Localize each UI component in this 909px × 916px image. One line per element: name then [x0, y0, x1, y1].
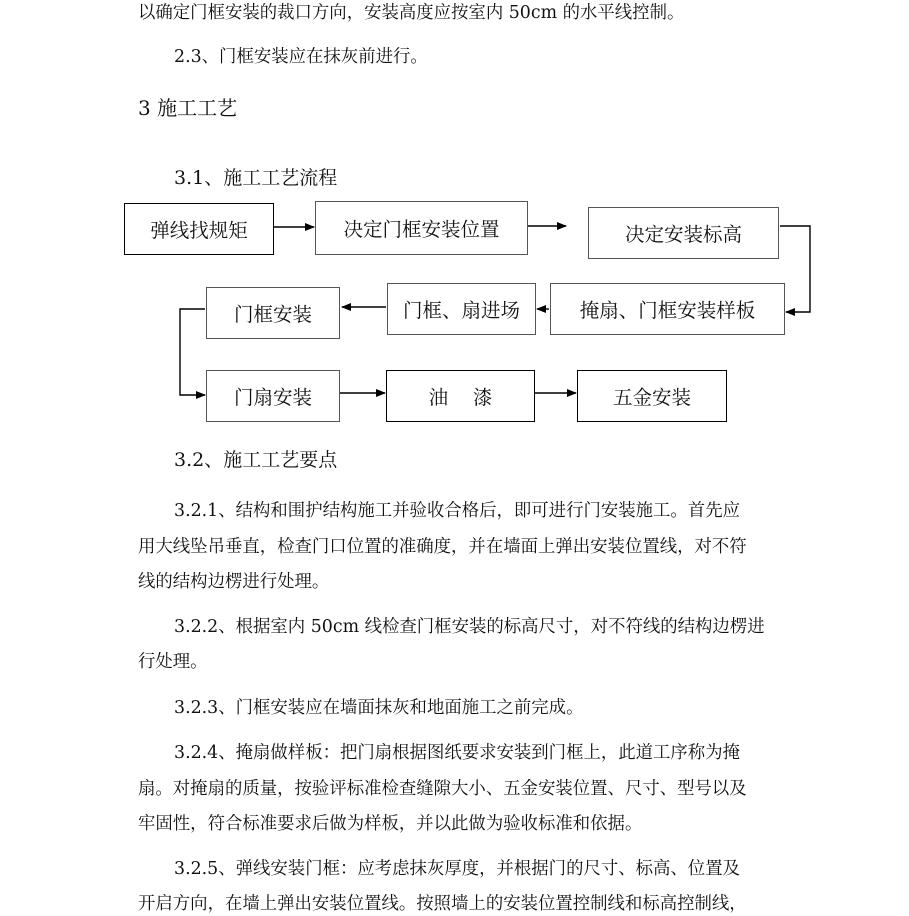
- paragraph-3-2-4-line-2: 扇。对掩扇的质量，按验评标准检查缝隙大小、五金安装位置、尺寸、型号以及: [138, 779, 747, 799]
- paragraph-3-2-2-line-2: 行处理。: [138, 652, 208, 672]
- flow-step-1: 弹线找规矩: [124, 203, 274, 255]
- paragraph-3-2-2-line-1: 3.2.2、根据室内 50cm 线检查门框安装的标高尺寸，对不符线的结构边楞进: [174, 617, 765, 637]
- paragraph-line: 以确定门框安装的裁口方向，安装高度应按室内 50cm 的水平线控制。: [138, 3, 685, 23]
- subsection-heading-3-2: 3.2、施工工艺要点: [174, 449, 338, 471]
- paragraph-3-2-4-line-1: 3.2.4、掩扇做样板：把门扇根据图纸要求安装到门框上，此道工序称为掩: [174, 743, 740, 763]
- flow-step-6: 门框安装: [206, 287, 340, 339]
- section-heading-3: 3 施工工艺: [138, 96, 238, 120]
- paragraph-3-2-3: 3.2.3、门框安装应在墙面抹灰和地面施工之前完成。: [174, 698, 584, 718]
- flow-step-7: 门扇安装: [206, 370, 340, 422]
- paragraph-3-2-1-line-1: 3.2.1、结构和围护结构施工并验收合格后，即可进行门安装施工。首先应: [174, 501, 740, 521]
- flow-step-2: 决定门框安装位置: [315, 201, 528, 255]
- flow-step-9: 五金安装: [577, 370, 727, 422]
- paragraph-3-2-1-line-2: 用大线坠吊垂直，检查门口位置的准确度，并在墙面上弹出安装位置线，对不符: [138, 537, 747, 557]
- paragraph-3-2-4-line-3: 牢固性，符合标准要求后做为样板，并以此做为验收标准和依据。: [138, 814, 643, 834]
- flow-step-4: 掩扇、门框安装样板: [550, 283, 785, 335]
- flow-step-5: 门框、扇进场: [387, 283, 536, 335]
- subsection-heading-3-1: 3.1、施工工艺流程: [174, 167, 338, 189]
- paragraph-3-2-5-line-1: 3.2.5、弹线安装门框：应考虑抹灰厚度，并根据门的尺寸、标高、位置及: [174, 859, 740, 879]
- paragraph-3-2-5-line-2: 开启方向，在墙上弹出安装位置线。按照墙上的安装位置控制线和标高控制线，: [138, 894, 747, 914]
- arrow-6-7: [180, 309, 205, 395]
- paragraph-3-2-1-line-3: 线的结构边楞进行处理。: [138, 572, 330, 592]
- flow-step-8: 油 漆: [386, 370, 535, 422]
- flow-step-3: 决定安装标高: [588, 207, 779, 259]
- paragraph-2-3: 2.3、门框安装应在抹灰前进行。: [174, 47, 428, 67]
